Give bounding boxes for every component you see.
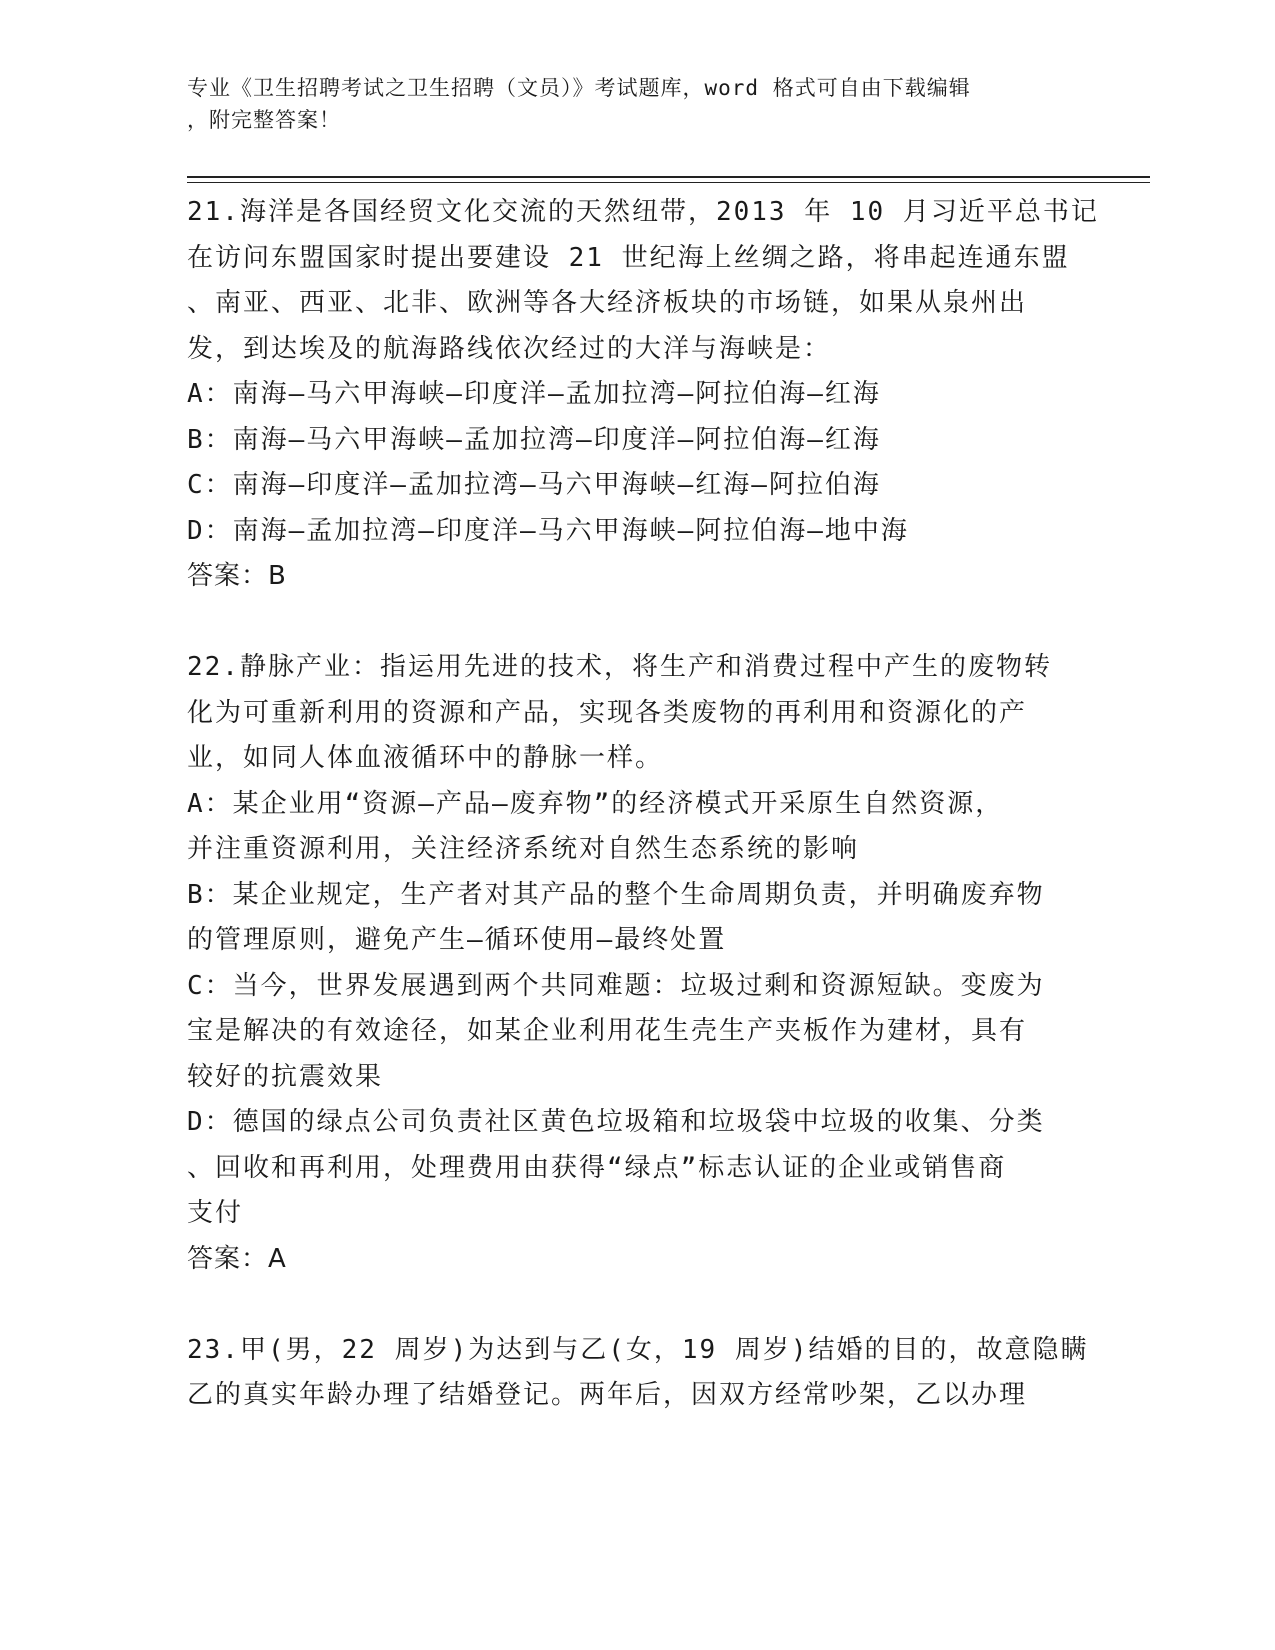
question-spacer (187, 1282, 1067, 1328)
answer-label: 答案：B (187, 561, 287, 591)
option-d: D：德国的绿点公司负责社区黄色垃圾箱和垃圾袋中垃圾的收集、分类 (187, 1107, 1045, 1137)
option-c-continued: 宝是解决的有效途径，如某企业利用花生壳生产夹板作为建材，具有 (187, 1016, 1028, 1046)
question-stem-line: 化为可重新利用的资源和产品，实现各类废物的再利用和资源化的产 (187, 697, 1028, 728)
document-header (187, 72, 1067, 136)
question-stem-line: 21.海洋是各国经贸文化交流的天然纽带，2013 年 10 月习近平总书记 (187, 197, 1099, 227)
option-a: A：南海—马六甲海峡—印度洋—孟加拉湾—阿拉伯海—红海 (187, 379, 881, 409)
option-b: B：某企业规定，生产者对其产品的整个生命周期负责，并明确废弃物 (187, 879, 1045, 910)
question-stem-line: 23.甲(男，22 周岁)为达到与乙(女，19 周岁)结婚的目的，故意隐瞒 (187, 1334, 1089, 1365)
option-c-continued: 较好的抗震效果 (187, 1061, 384, 1092)
header-divider (187, 176, 1150, 178)
question-stem-line: 乙的真实年龄办理了结婚登记。两年后，因双方经常吵架，乙以办理 (187, 1380, 1028, 1410)
header-divider-thin (187, 182, 1150, 183)
header-line: ，附完整答案！ (187, 108, 341, 132)
question-23 (187, 1328, 1089, 1419)
option-b: B：南海—马六甲海峡—孟加拉湾—印度洋—阿拉伯海—红海 (187, 424, 881, 455)
question-spacer (187, 600, 1067, 646)
header-line: 专业《卫生招聘考试之卫生招聘（文员）》考试题库，word 格式可自由下载编辑 (187, 76, 971, 100)
option-c: C：南海—印度洋—孟加拉湾—马六甲海峡—红海—阿拉伯海 (187, 470, 881, 500)
option-a: A：某企业用“资源—产品—废弃物”的经济模式开采原生自然资源， (187, 788, 1004, 819)
option-d: D：南海—孟加拉湾—印度洋—马六甲海峡—阿拉伯海—地中海 (187, 515, 909, 546)
option-d-continued: 、回收和再利用，处理费用由获得“绿点”标志认证的企业或销售商 (187, 1152, 1007, 1183)
question-stem-line: 22.静脉产业：指运用先进的技术，将生产和消费过程中产生的废物转 (187, 652, 1052, 682)
option-c: C：当今，世界发展遇到两个共同难题：垃圾过剩和资源短缺。变废为 (187, 970, 1045, 1001)
question-22 (187, 645, 1067, 1282)
question-21 (187, 190, 1099, 600)
question-stem-line: 发，到达埃及的航海路线依次经过的大洋与海峡是： (187, 333, 832, 364)
option-d-continued: 支付 (187, 1198, 244, 1228)
option-b-continued: 的管理原则，避免产生—循环使用—最终处置 (187, 925, 727, 955)
question-stem-line: 、南亚、西亚、北非、欧洲等各大经济板块的市场链，如果从泉州出 (187, 288, 1028, 318)
question-list (187, 190, 1099, 1419)
question-stem-line: 业，如同人体血液循环中的静脉一样。 (187, 743, 664, 773)
answer-label: 答案：A (187, 1243, 287, 1274)
question-stem-line: 在访问东盟国家时提出要建设 21 世纪海上丝绸之路，将串起连通东盟 (187, 242, 1070, 273)
option-a-continued: 并注重资源利用，关注经济系统对自然生态系统的影响 (187, 834, 860, 864)
